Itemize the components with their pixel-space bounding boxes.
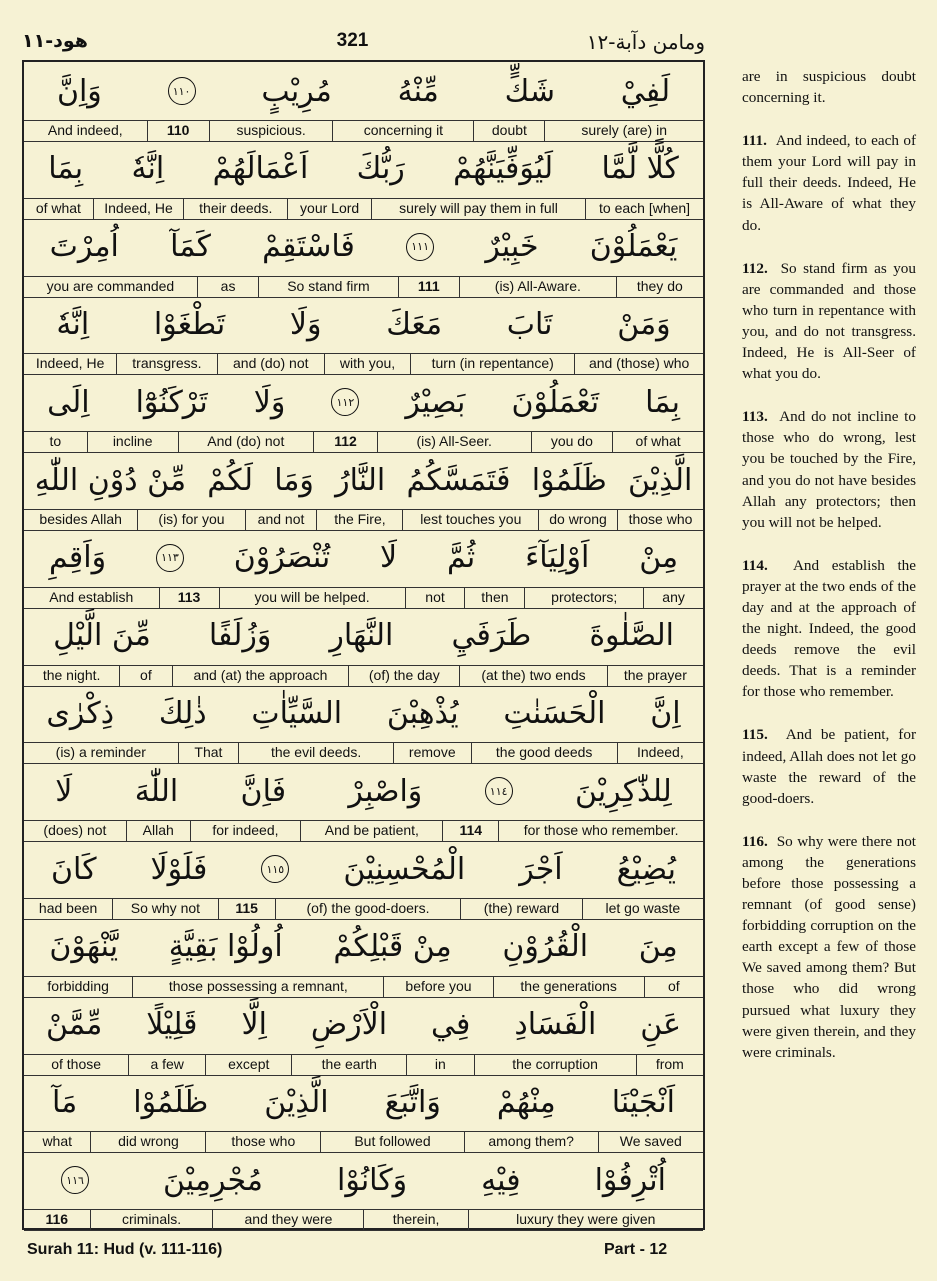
arabic-word: تَرْكَنُوْٓا xyxy=(135,384,208,420)
english-gloss-row xyxy=(24,120,703,142)
arabic-word: وَمَنْ xyxy=(617,306,671,342)
gloss-cell: therein, xyxy=(364,1210,468,1230)
arabic-word: رَبُّكَ xyxy=(356,151,405,187)
gloss-cell: of xyxy=(667,977,680,994)
gloss-cell: Indeed, xyxy=(637,744,684,761)
verse-number: 112. xyxy=(742,259,768,277)
arabic-word: اَجْرَ xyxy=(519,851,563,887)
arabic-word: مِنْهُمْ xyxy=(496,1084,556,1120)
gloss-cell: among them? xyxy=(465,1132,599,1152)
arabic-word: مَعَكَ xyxy=(386,306,443,342)
translation-text: And be patient, for indeed, Allah does not let go waste the reward of the good-doers. xyxy=(742,726,916,807)
arabic-word: لَيُوَفِّيَنَّهُمْ xyxy=(453,151,554,187)
gloss-cell: not xyxy=(406,588,466,608)
arabic-word: الصَّلٰوةَ xyxy=(589,618,674,654)
arabic-word: الْحَسَنٰتِ xyxy=(503,695,606,731)
arabic-word: فَاسْتَقِمْ xyxy=(262,229,355,265)
arabic-word: ظَلَمُوْا xyxy=(531,462,607,498)
arabic-word: اُولُوْا بَقِيَّةٍ xyxy=(168,929,283,965)
gloss-cell: to xyxy=(24,432,88,452)
gloss-cell: That xyxy=(179,743,240,763)
verse-number: 114. xyxy=(742,556,768,574)
verse-number: 111. xyxy=(742,132,767,150)
arabic-row xyxy=(24,996,703,1054)
verse-number: 113. xyxy=(742,408,768,426)
gloss-cell: (does) not xyxy=(24,821,127,841)
gloss-cell: did wrong xyxy=(91,1132,206,1152)
gloss-cell: what xyxy=(24,1132,91,1152)
verse-number-cell: 110 xyxy=(148,121,210,141)
arabic-word: الْمُحْسِنِيْنَ xyxy=(343,851,466,887)
arabic-word: اِلَى xyxy=(47,384,90,420)
gloss-cell: (at the) two ends xyxy=(460,666,608,686)
verse-number: 115. xyxy=(742,726,768,744)
gloss-cell: And establish xyxy=(24,588,160,608)
gloss-cell: surely will pay them in full xyxy=(372,199,586,219)
arabic-word: اِنَّهٗ xyxy=(56,306,90,342)
arabic-word: وَاَقِمِ xyxy=(48,540,107,576)
gloss-cell: you are commanded xyxy=(24,277,198,297)
arabic-word: مِّمَّنْ xyxy=(46,1007,103,1043)
gloss-cell: concerning it xyxy=(333,121,474,141)
arabic-word: السَّيِّاٰتِ xyxy=(251,695,343,731)
arabic-word: ثُمَّ xyxy=(446,540,476,576)
gloss-cell: (of) the good-doers. xyxy=(276,899,462,919)
arabic-word: فَلَوْلَا xyxy=(150,851,208,887)
arabic-word: وَزُلَفًا xyxy=(208,618,272,654)
arabic-row xyxy=(24,373,703,431)
arabic-word: اِنَّ xyxy=(650,695,681,731)
gloss-cell: forbidding xyxy=(24,977,133,997)
gloss-cell: lest touches you xyxy=(403,510,539,530)
gloss-cell: and (those) who xyxy=(588,355,690,372)
gloss-cell: of those xyxy=(24,1055,129,1075)
translation-text: And establish the prayer at the two ends of the day and at the approach of the night. Indeed, the good deeds remove the evil deeds. That is a reminder for those who remember. xyxy=(742,556,917,701)
translation-text: are in suspicious doubt concerning it. xyxy=(742,68,916,107)
arabic-word: اَنْجَيْنَا xyxy=(611,1084,676,1120)
arabic-word: لَكُمْ xyxy=(207,462,253,498)
verse-end-marker: ١١٥ xyxy=(261,855,289,883)
gloss-cell: And indeed, xyxy=(24,121,148,141)
english-gloss-row xyxy=(24,1054,703,1076)
arabic-row xyxy=(24,451,703,509)
translation-column xyxy=(742,66,916,1063)
arabic-word: مِنَ xyxy=(638,929,678,965)
translation-paragraph xyxy=(742,406,916,533)
arabic-word: اِلَّا xyxy=(241,1007,267,1043)
gloss-cell: criminals. xyxy=(91,1210,214,1230)
arabic-word: الَّذِيْنَ xyxy=(627,462,693,498)
gloss-cell: (is) for you xyxy=(138,510,245,530)
arabic-word: ذِكْرٰى xyxy=(46,695,115,731)
arabic-word: لَفِيْ xyxy=(620,73,671,109)
verse-number-cell: 114 xyxy=(443,821,499,841)
english-gloss-row xyxy=(24,587,703,609)
gloss-cell: before you xyxy=(384,977,493,997)
gloss-cell: the Fire, xyxy=(317,510,403,530)
gloss-cell: So stand firm xyxy=(259,277,398,297)
verse-number-cell: 112 xyxy=(314,432,378,452)
word-by-word-grid xyxy=(22,60,705,1230)
gloss-cell: And be patient, xyxy=(301,821,443,841)
arabic-row xyxy=(24,1151,703,1209)
arabic-word: خَبِيْرٌ xyxy=(485,229,539,265)
english-gloss-row xyxy=(24,820,703,842)
arabic-row xyxy=(24,140,703,198)
gloss-cell: We saved xyxy=(619,1133,682,1150)
gloss-cell: as xyxy=(198,277,259,297)
gloss-cell: transgress. xyxy=(117,354,217,374)
arabic-word: وَلَا xyxy=(253,384,286,420)
arabic-word: مِنْ xyxy=(639,540,679,576)
gloss-cell: the evil deeds. xyxy=(239,743,394,763)
translation-text: And indeed, to each of them your Lord will pay in full their deeds. Indeed, He is All-Aware of what they do. xyxy=(742,132,917,234)
gloss-cell: and they were xyxy=(213,1210,364,1230)
arabic-word: مِّنَ الَّيْلِ xyxy=(53,618,151,654)
gloss-cell: and not xyxy=(246,510,318,530)
arabic-row xyxy=(24,62,703,120)
footer-part-number: Part - 12 xyxy=(604,1241,668,1258)
english-gloss-row xyxy=(24,898,703,920)
verse-end-marker: ١١٠ xyxy=(168,77,196,105)
arabic-word: تَابَ xyxy=(506,306,553,342)
gloss-cell: doubt xyxy=(474,121,545,141)
arabic-word: النَّارُ xyxy=(335,462,386,498)
arabic-word: اُتْرِفُوْا xyxy=(594,1162,666,1198)
gloss-cell: (the) reward xyxy=(461,899,582,919)
gloss-cell: the good deeds xyxy=(472,743,618,763)
gloss-cell: for those who remember. xyxy=(523,822,679,839)
arabic-word: يَعْمَلُوْنَ xyxy=(589,229,678,265)
arabic-word: عَنِ xyxy=(640,1007,682,1043)
gloss-cell: you do xyxy=(532,432,614,452)
translation-text: So stand firm as you are commanded and those who turn in repentance with you, and do not transgress. Indeed, He is All-Seer of what you do. xyxy=(742,259,916,383)
arabic-word: بِمَا xyxy=(645,384,680,420)
gloss-cell: of what xyxy=(635,433,681,450)
arabic-word: اللّٰهَ xyxy=(134,773,179,809)
english-gloss-row xyxy=(24,276,703,298)
header-part-label: ومامن دآبة-١٢ xyxy=(586,30,705,54)
gloss-cell: with you, xyxy=(325,354,411,374)
arabic-word: اِنَّهٗ xyxy=(131,151,165,187)
arabic-word: كَمَآ xyxy=(170,229,211,265)
gloss-cell: then xyxy=(465,588,525,608)
arabic-word: فِي xyxy=(431,1007,471,1043)
gloss-cell: those who xyxy=(628,511,693,527)
gloss-cell: turn (in repentance) xyxy=(411,354,575,374)
arabic-word: فَتَمَسَّكُمُ xyxy=(406,462,511,498)
translation-paragraph xyxy=(742,831,916,1063)
arabic-word: قَلِيْلًا xyxy=(146,1007,198,1043)
arabic-word: تَطْغَوْا xyxy=(153,306,226,342)
arabic-word: مَآ xyxy=(52,1084,78,1120)
arabic-row xyxy=(24,762,703,820)
verse-number-cell: 113 xyxy=(160,588,220,608)
arabic-word: كَانَ xyxy=(51,851,97,887)
arabic-word: النَّهَارِ xyxy=(329,618,394,654)
verse-end-marker: ١١٦ xyxy=(61,1166,89,1194)
gloss-cell: luxury they were given xyxy=(516,1211,656,1228)
gloss-cell: except xyxy=(206,1055,292,1075)
arabic-word: وَاتَّبَعَ xyxy=(384,1084,441,1120)
arabic-word: فِيْهِ xyxy=(481,1162,521,1198)
arabic-word: الَّذِيْنَ xyxy=(264,1084,329,1120)
header-surah-label: هود-١١ xyxy=(22,30,88,52)
arabic-word: وَلَا xyxy=(289,306,322,342)
english-gloss-row xyxy=(24,509,703,531)
english-gloss-row xyxy=(24,742,703,764)
gloss-cell: of xyxy=(120,666,172,686)
arabic-row xyxy=(24,529,703,587)
arabic-word: بَصِيْرٌ xyxy=(405,384,466,420)
arabic-word: وَكَانُوْا xyxy=(337,1162,408,1198)
arabic-row xyxy=(24,918,703,976)
arabic-word: اَعْمَالَهُمْ xyxy=(212,151,309,187)
gloss-cell: you will be helped. xyxy=(220,588,406,608)
arabic-word: الْفَسَادِ xyxy=(514,1007,597,1043)
gloss-cell: surely (are) in xyxy=(581,122,667,138)
verse-number-cell: 111 xyxy=(399,277,460,297)
gloss-cell: they do xyxy=(636,277,683,294)
arabic-word: وَمَا xyxy=(274,462,314,498)
gloss-cell: the earth xyxy=(292,1055,407,1075)
arabic-word: كُلًّا لَّمَّا xyxy=(601,151,679,187)
arabic-word: مِنْ قَبْلِكُمْ xyxy=(333,929,452,965)
translation-paragraph xyxy=(742,724,916,808)
english-gloss-row xyxy=(24,665,703,687)
arabic-word: لِلذّٰكِرِيْنَ xyxy=(574,773,672,809)
translation-text: So why were there not among the generations before those possessing a remnant (of good sense) forbidding corruption on the earth except a few of those We saved among them? But those who did wrong pursued what luxury they were given therein, and they were criminals. xyxy=(742,832,917,1061)
gloss-cell: of what xyxy=(24,199,94,219)
gloss-cell: do wrong xyxy=(539,510,618,530)
english-gloss-row xyxy=(24,1131,703,1153)
arabic-word: مِّنْ دُوْنِ اللّٰهِ xyxy=(34,462,187,498)
translation-paragraph xyxy=(742,66,916,108)
gloss-cell: in xyxy=(407,1055,474,1075)
gloss-cell: (is) a reminder xyxy=(24,743,179,763)
arabic-word: وَاصْبِرْ xyxy=(348,773,423,809)
arabic-word: مُجْرِمِيْنَ xyxy=(163,1162,263,1198)
arabic-word: مِّنْهُ xyxy=(397,73,439,109)
gloss-cell: remove xyxy=(394,743,472,763)
translation-text: And do not incline to those who do wrong, lest you be touched by the Fire, and you do not have besides Allah any protectors; then you will not be helped. xyxy=(742,408,916,531)
gloss-cell: let go waste xyxy=(605,900,681,916)
arabic-word: شَكٍّ xyxy=(504,73,555,109)
arabic-word: اُمِرْتَ xyxy=(49,229,119,265)
verse-end-marker: ١١٣ xyxy=(156,544,184,572)
gloss-cell: the prayer xyxy=(623,666,687,683)
gloss-cell: those who xyxy=(206,1132,321,1152)
gloss-cell: But followed xyxy=(321,1132,464,1152)
english-gloss-row xyxy=(24,976,703,998)
gloss-cell: besides Allah xyxy=(24,510,138,530)
verse-end-marker: ١١٤ xyxy=(485,777,513,805)
gloss-cell: your Lord xyxy=(288,199,372,219)
gloss-cell: those possessing a remnant, xyxy=(133,977,384,997)
arabic-word: الْاَرْضِ xyxy=(310,1007,388,1043)
translation-paragraph xyxy=(742,258,916,385)
arabic-word: لَا xyxy=(55,773,73,809)
gloss-cell: incline xyxy=(88,432,179,452)
arabic-row xyxy=(24,295,703,353)
verse-end-marker: ١١١ xyxy=(406,233,434,261)
verse-end-marker: ١١٢ xyxy=(331,388,359,416)
gloss-cell: (is) All-Seer. xyxy=(378,432,532,452)
gloss-cell: the corruption xyxy=(475,1055,637,1075)
gloss-cell: and (do) not xyxy=(218,354,325,374)
gloss-cell: protectors; xyxy=(525,588,644,608)
gloss-cell: and (at) the approach xyxy=(173,666,350,686)
arabic-word: الْقُرُوْنِ xyxy=(502,929,589,965)
translation-paragraph xyxy=(742,130,916,235)
arabic-word: يُذْهِبْنَ xyxy=(386,695,459,731)
arabic-word: ظَلَمُوْا xyxy=(133,1084,209,1120)
arabic-row xyxy=(24,1073,703,1131)
arabic-row xyxy=(24,607,703,665)
gloss-cell: the night. xyxy=(24,666,120,686)
verse-number-cell: 116 xyxy=(24,1210,91,1230)
gloss-cell: So why not xyxy=(113,899,218,919)
arabic-word: مُرِيْبٍ xyxy=(261,73,332,109)
arabic-word: بِمَا xyxy=(48,151,84,187)
gloss-cell: Indeed, He xyxy=(24,354,117,374)
english-gloss-row xyxy=(24,1209,703,1231)
translation-paragraph xyxy=(742,555,916,703)
gloss-cell: any xyxy=(662,588,685,605)
gloss-cell: And (do) not xyxy=(179,432,315,452)
gloss-cell: for indeed, xyxy=(191,821,302,841)
verse-number: 116. xyxy=(742,832,768,850)
gloss-cell: the generations xyxy=(494,977,645,997)
verse-number-cell: 115 xyxy=(219,899,276,919)
gloss-cell: from xyxy=(655,1055,684,1072)
gloss-cell: Indeed, He xyxy=(94,199,184,219)
gloss-cell: (of) the day xyxy=(349,666,460,686)
arabic-word: يُضِيْعُ xyxy=(616,851,677,887)
arabic-word: يَّنْهَوْنَ xyxy=(49,929,119,965)
arabic-word: طَرَفَيِ xyxy=(451,618,532,654)
gloss-cell: Allah xyxy=(127,821,191,841)
arabic-row xyxy=(24,684,703,742)
arabic-word: تَعْمَلُوْنَ xyxy=(511,384,600,420)
gloss-cell: their deeds. xyxy=(184,199,288,219)
arabic-word: لَا xyxy=(380,540,398,576)
arabic-row xyxy=(24,840,703,898)
gloss-cell: had been xyxy=(24,899,113,919)
arabic-word: وَاِنَّ xyxy=(56,73,102,109)
gloss-cell: to each [when] xyxy=(599,199,691,216)
gloss-cell: a few xyxy=(129,1055,206,1075)
arabic-row xyxy=(24,218,703,276)
gloss-cell: (is) All-Aware. xyxy=(460,277,617,297)
arabic-word: ذٰلِكَ xyxy=(158,695,207,731)
gloss-cell: suspicious. xyxy=(210,121,334,141)
english-gloss-row xyxy=(24,431,703,453)
footer-surah-reference: Surah 11: Hud (v. 111-116) xyxy=(27,1241,223,1258)
arabic-word: اَوْلِيَآءَ xyxy=(525,540,590,576)
page-number: 321 xyxy=(336,30,369,51)
english-gloss-row xyxy=(24,353,703,375)
arabic-word: تُنْصَرُوْنَ xyxy=(233,540,331,576)
arabic-word: فَاِنَّ xyxy=(240,773,287,809)
english-gloss-row xyxy=(24,198,703,220)
